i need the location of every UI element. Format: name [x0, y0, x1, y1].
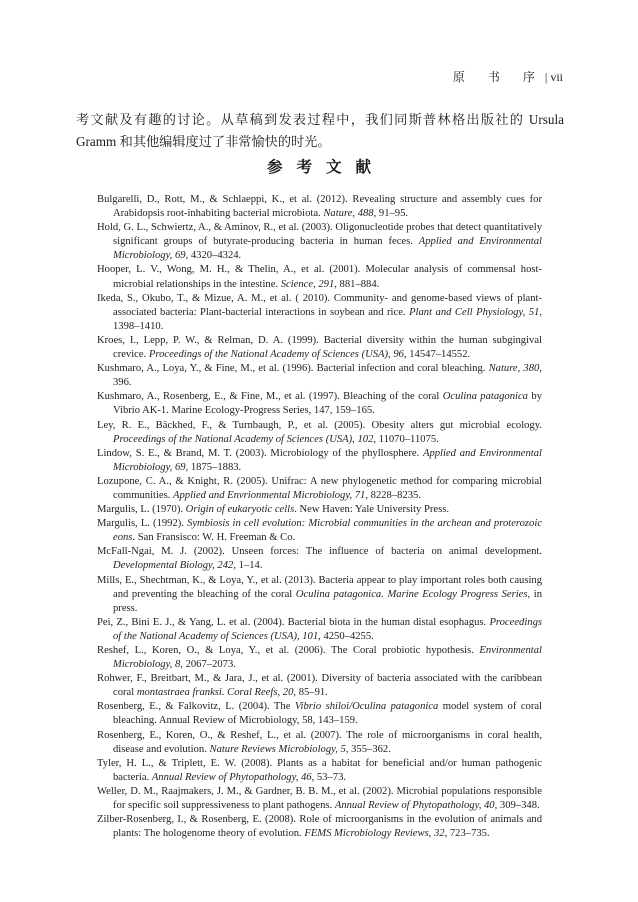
chapter-title: 原 书 序 — [452, 70, 545, 84]
reference-item: Rohwer, F., Breitbart, M., & Jara, J., et al. (2001). Diversity of bacteria associated with the caribbean coral montastraea franksi. Coral Reefs, 20, 85–91. — [97, 673, 542, 699]
reference-item: Kushmaro, A., Loya, Y., & Fine, M., et al. (1996). Bacterial infection and coral bleaching. Nature, 380, 396. — [97, 363, 542, 389]
reference-item: Weller, D. M., Raajmakers, J. M., & Gardner, B. B. M., et al. (2002). Microbial populations responsible for specific soil suppressiveness to plant pathogens. Annual Review of Phytopathology, 40, 309–348. — [97, 785, 542, 812]
references-title: 参考文献 — [266, 159, 385, 176]
reference-item: Rosenberg, E., & Falkovitz, L. (2004). The Vibrio shiloi/Oculina patagonica model system of coral bleaching. Annual Review of Microbiology, 58, 143–159. — [97, 701, 542, 727]
reference-item: Ley, R. E., Bäckhed, F., & Turnbaugh, P., et al. (2005). Obesity alters gut microbial ecology. Proceedings of the National Academy of Sciences (USA), 102, 11070–11075. — [97, 419, 542, 445]
reference-item: Pei, Z., Bini E. J., & Yang, L. et al. (2004). Bacterial biota in the human distal esophagus. Proceedings of the National Academy of Sciences (USA), 101, 4250–4255. — [97, 616, 542, 642]
reference-item: McFall-Ngai, M. J. (2002). Unseen forces: The influence of bacteria on animal development. Developmental Biology, 242, 1–14. — [97, 546, 542, 572]
reference-item: Mills, E., Shechtman, K., & Loya, Y., et al. (2013). Bacteria appear to play important roles both causing and preventing the bleaching of the coral Oculina patagonica. Marine Ecology Progress Series, in press. — [97, 574, 542, 614]
intro-paragraph: 考文献及有趣的讨论。从草稿到发表过程中，我们同斯普林格出版社的 Ursula Gramm 和其他编辑度过了非常愉快的时光。 — [76, 112, 564, 150]
reference-item: Tyler, H. L., & Triplett, E. W. (2008). Plants as a habitat for beneficial and/or human pathogenic bacteria. Annual Review of Phytopathology, 46, 53–73. — [97, 757, 542, 783]
reference-item: Ikeda, S., Okubo, T., & Mizue, A. M., et al. ( 2010). Community- and genome-based views of plant-associated bacteria: Plant-bacterial interactions in soybean and rice. Plant and Cell Physiology, 51, 1398–1410. — [97, 292, 542, 332]
reference-item: Lindow, S. E., & Brand, M. T. (2003). Microbiology of the phyllosphere. Applied and Environmental Microbiology, 69, 1875–1883. — [97, 447, 542, 473]
reference-item: Lozupone, C. A., & Knight, R. (2005). Unifrac: A new phylogenetic method for comparing microbial communities. Applied and Envrionmental Microbiology, 71, 8228–8235. — [97, 475, 542, 501]
reference-item: Kushmaro, A., Rosenberg, E., & Fine, M., et al. (1997). Bleaching of the coral Oculina patagonica by Vibrio AK-1. Marine Ecology-Progress Series, 147, 159–165. — [97, 391, 542, 417]
reference-item: Rosenberg, E., Koren, O., & Reshef, L., et al. (2007). The role of microorganisms in coral health, disease and evolution. Nature Reviews Microbiology, 5, 355–362. — [97, 729, 542, 755]
reference-item: Margulis, L. (1992). Symbiosis in cell evolution: Microbial communities in the archean and proterozoic eons. San Fransisco: W. H. Freeman & Co. — [97, 518, 542, 544]
reference-item: Hold, G. L., Schwiertz, A., & Aminov, R., et al. (2003). Oligonucleotide probes that detect quantitatively significant groups of butyrate-producing bacteria in human feces. Applied and Environmental Microbiology, 69, 4320–4324. — [97, 222, 542, 262]
running-header — [0, 68, 563, 85]
reference-list — [97, 193, 542, 841]
reference-item: Reshef, L., Koren, O., & Loya, Y., et al. (2006). The Coral probiotic hypothesis. Environmental Microbiology, 8, 2067–2073. — [97, 645, 542, 671]
reference-item: Margulis, L. (1970). Origin of eukaryotic cells. New Haven: Yale University Press. — [97, 504, 450, 516]
page-number: vii — [550, 70, 563, 84]
reference-item: Bulgarelli, D., Rott, M., & Schlaeppi, K., et al. (2012). Revealing structure and assembly cues for Arabidopsis root-inhabiting bacterial microbiota. Nature, 488, 91–95. — [97, 194, 542, 220]
reference-item: Kroes, I., Lepp, P. W., & Relman, D. A. (1999). Bacterial diversity within the human subgingival crevice. Proceedings of the National Academy of Sciences (USA), 96, 14547–14552. — [97, 334, 542, 361]
header-separator: | — [544, 70, 551, 84]
reference-item: Zilber-Rosenberg, I., & Rosenberg, E. (2008). Role of microorganisms in the evolution of animals and plants: The hologenome theory of evolution. FEMS Microbiology Reviews, 32, 723–735. — [97, 814, 542, 840]
reference-item: Hooper, L. V., Wong, M. H., & Thelin, A., et al. (2001). Molecular analysis of commensal host-microbial relationships in the intestine. Science, 291, 881–884. — [97, 264, 542, 290]
